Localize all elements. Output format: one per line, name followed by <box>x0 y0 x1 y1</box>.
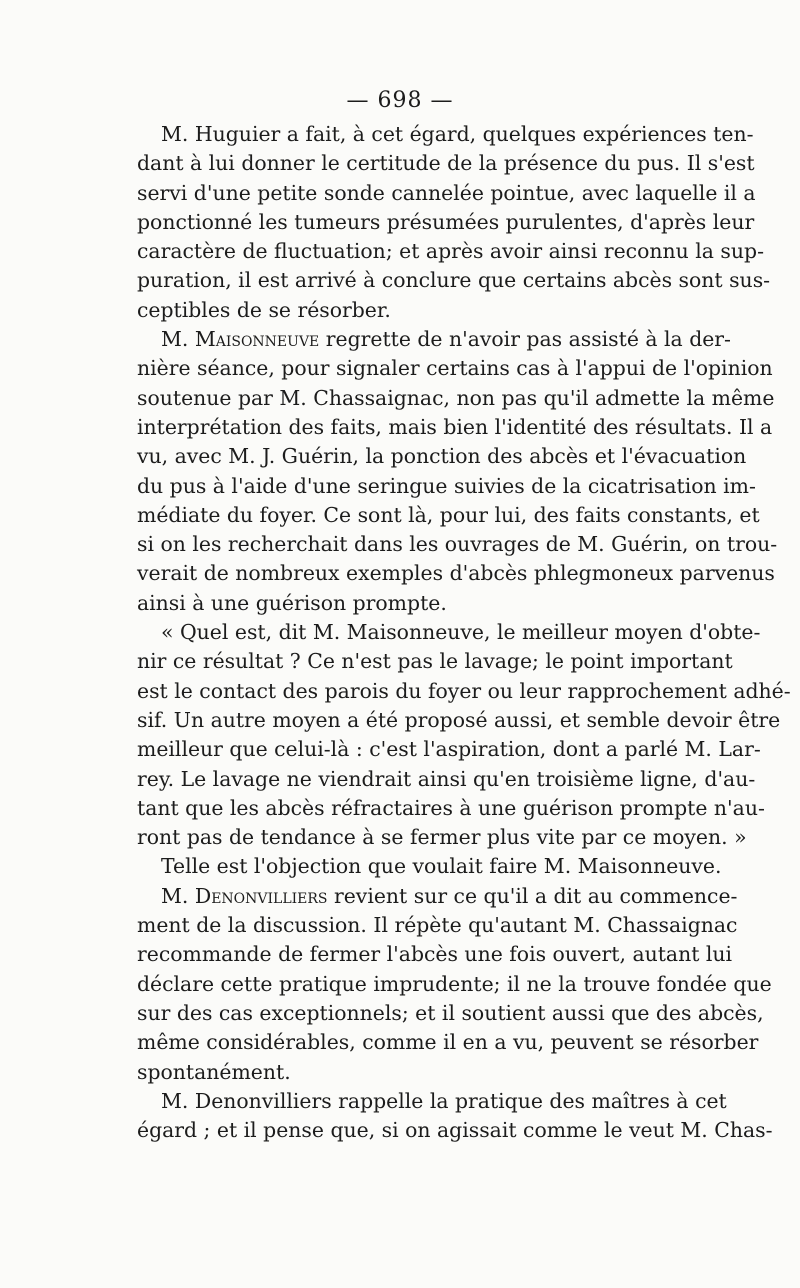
text-segment: vu, avec M. J. Guérin, la ponction des abcès et l'évacuation <box>137 444 747 469</box>
text-line <box>137 1087 727 1116</box>
text-segment: est le contact des parois du foyer ou leur rapprochement adhé- <box>137 678 791 703</box>
text-segment: revient sur ce qu'il a dit au commence- <box>327 883 738 908</box>
paragraph <box>137 325 778 618</box>
text-line <box>137 325 731 354</box>
text-segment: spontanément. <box>137 1059 291 1084</box>
text-line <box>137 765 756 794</box>
text-line <box>137 296 717 325</box>
speaker-name: Maisonneuve <box>194 327 320 352</box>
text-line <box>137 120 754 149</box>
text-line <box>137 1116 773 1145</box>
text-line <box>137 589 717 618</box>
text-line <box>137 354 773 383</box>
text-line <box>137 208 755 237</box>
body-text <box>137 120 791 1145</box>
text-line <box>137 852 722 881</box>
text-segment: sur des cas exceptionnels; et il soutient aussi que des abcès, <box>137 1000 764 1025</box>
text-line <box>137 823 747 852</box>
text-segment: médiate du foyer. Ce sont là, pour lui, des faits constants, et <box>137 502 760 527</box>
text-line <box>137 501 760 530</box>
text-line <box>137 735 761 764</box>
text-segment: « Quel est, dit M. Maisonneuve, le meilleur moyen d'obte- <box>161 620 761 645</box>
text-segment: Telle est l'objection que voulait faire M. Maisonneuve. <box>161 854 722 879</box>
text-line <box>137 911 738 940</box>
text-segment: si on les recherchait dans les ouvrages de M. Guérin, on trou- <box>137 532 778 557</box>
text-segment: sif. Un autre moyen a été proposé aussi, et semble devoir être <box>137 707 781 732</box>
text-line <box>137 1028 759 1057</box>
text-segment: ment de la discussion. Il répète qu'autant M. Chassaignac <box>137 913 738 938</box>
text-segment: verait de nombreux exemples d'abcès phlegmoneux parvenus <box>137 561 775 586</box>
paragraph <box>137 882 772 1087</box>
text-line <box>137 472 756 501</box>
text-segment: tant que les abcès réfractaires à une guérison prompte n'au- <box>137 795 765 820</box>
text-segment: meilleur que celui-là : c'est l'aspiration, dont a parlé M. Lar- <box>137 737 761 762</box>
text-segment: même considérables, comme il en a vu, peuvent se résorber <box>137 1030 759 1055</box>
text-line <box>137 442 747 471</box>
text-line <box>137 1058 717 1087</box>
text-segment: recommande de fermer l'abcès une fois ouvert, autant lui <box>137 942 733 967</box>
page-number: — 698 — <box>346 88 454 113</box>
text-line <box>137 237 764 266</box>
text-line <box>137 559 775 588</box>
text-segment: caractère de fluctuation; et après avoir ainsi reconnu la sup- <box>137 239 764 264</box>
text-line <box>137 647 733 676</box>
text-segment: nière séance, pour signaler certains cas à l'appui de l'opinion <box>137 356 773 381</box>
paragraph <box>137 852 722 881</box>
text-line <box>137 882 738 911</box>
text-segment: ainsi à une guérison prompte. <box>137 590 447 615</box>
text-segment: puration, il est arrivé à conclure que certains abcès sont sus- <box>137 268 771 293</box>
text-segment: égard ; et il pense que, si on agissait comme le veut M. Chas- <box>137 1118 773 1143</box>
text-line <box>137 413 773 442</box>
text-line <box>137 940 733 969</box>
text-line <box>137 706 781 735</box>
speaker-name: Denonvilliers <box>194 883 328 908</box>
text-segment: déclare cette pratique imprudente; il ne la trouve fondée que <box>137 971 772 996</box>
text-line <box>137 970 772 999</box>
text-segment: ceptibles de se résorber. <box>137 297 391 322</box>
text-segment: regrette de n'avoir pas assisté à la der- <box>319 327 731 352</box>
text-line <box>137 618 761 647</box>
text-segment: soutenue par M. Chassaignac, non pas qu'il admette la même <box>137 385 775 410</box>
text-segment: M. <box>161 883 195 908</box>
text-line <box>137 794 765 823</box>
paragraph <box>137 618 791 852</box>
text-segment: du pus à l'aide d'une seringue suivies de la cicatrisation im- <box>137 473 756 498</box>
text-line <box>137 149 755 178</box>
text-segment: M. <box>161 327 195 352</box>
text-line <box>137 677 791 706</box>
text-segment: ront pas de tendance à se fermer plus vite par ce moyen. » <box>137 825 747 850</box>
text-line <box>137 266 771 295</box>
text-segment: servi d'une petite sonde cannelée pointue, avec laquelle il a <box>137 180 756 205</box>
text-line <box>137 179 756 208</box>
text-segment: dant à lui donner le certitude de la présence du pus. Il s'est <box>137 151 755 176</box>
paragraph <box>137 120 771 325</box>
text-segment: rey. Le lavage ne viendrait ainsi qu'en troisième ligne, d'au- <box>137 766 756 791</box>
text-segment: ponctionné les tumeurs présumées purulentes, d'après leur <box>137 209 755 234</box>
text-line <box>137 999 764 1028</box>
text-line <box>137 384 775 413</box>
text-segment: interprétation des faits, mais bien l'identité des résultats. Il a <box>137 414 773 439</box>
text-segment: M. Huguier a fait, à cet égard, quelques expériences ten- <box>161 122 754 146</box>
paragraph <box>137 1087 773 1146</box>
text-line <box>137 530 778 559</box>
text-segment: M. Denonvilliers rappelle la pratique des maîtres à cet <box>161 1088 727 1113</box>
text-segment: nir ce résultat ? Ce n'est pas le lavage; le point important <box>137 649 733 674</box>
